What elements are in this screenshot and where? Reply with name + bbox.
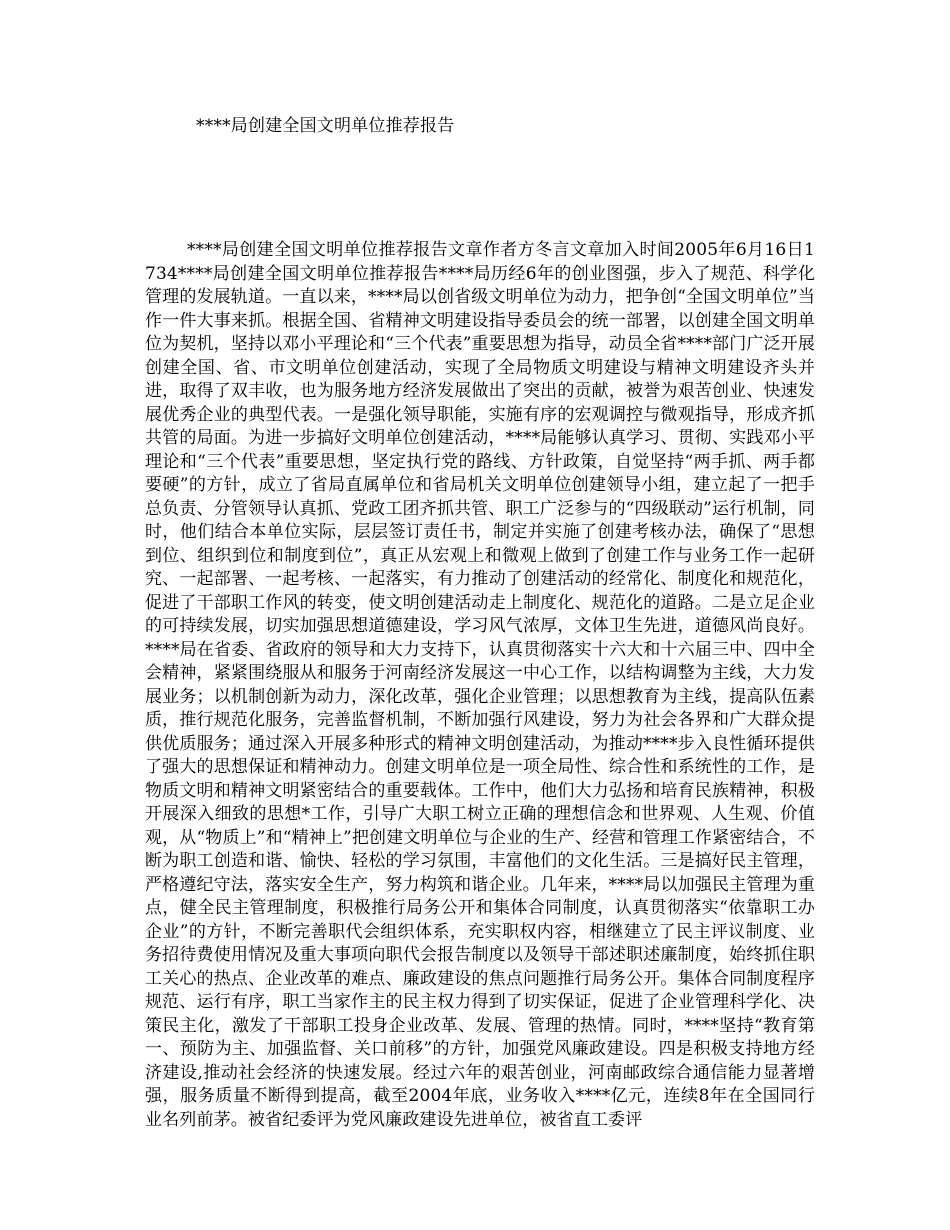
document-title: ****局创建全国文明单位推荐报告 — [196, 116, 455, 136]
document-body-paragraph: ****局创建全国文明单位推荐报告文章作者方冬言文章加入时间2005年6月16日1734****局创建全国文明单位推荐报告****局历经6年的创业图强，步入了规范、科学化管理的发展轨道。一直以来，****局以创省级文明单位为动力，把争创“全国文明单位”当作一件大事来抓。根据全国、省精神文明建设指导委员会的统一部署，以创建全国文明单位为契机，坚持以邓小平理论和“三个代表”重要思想为指导，动员全省****部门广泛开展创建全国、省、市文明单位创建活动，实现了全局物质文明建设与精神文明建设齐头并进，取得了双丰收，也为服务地方经济发展做出了突出的贡献，被誉为艰苦创业、快速发展优秀企业的典型代表。一是强化领导职能，实施有序的宏观调控与微观指导，形成齐抓共管的局面。为进一步搞好文明单位创建活动，****局能够认真学习、贯彻、实践邓小平理论和“三个代表”重要思想，坚定执行党的路线、方针政策，自觉坚持“两手抓、两手都要硬”的方针，成立了省局直属单位和省局机关文明单位创建领导小组，建立起了一把手总负责、分管领导认真抓、党政工团齐抓共管、职工广泛参与的“四级联动”运行机制，同时，他们结合本单位实际，层层签订责任书，制定并实施了创建考核办法，确保了“思想到位、组织到位和制度到位”，真正从宏观上和微观上做到了创建工作与业务工作一起研究、一起部署、一起考核、一起落实，有力推动了创建活动的经常化、制度化和规范化，促进了干部职工作风的转变，使文明创建活动走上制度化、规范化的道路。二是立足企业的可持续发展，切实加强思想道德建设，学习风气浓厚，文体卫生先进，道德风尚良好。****局在省委、省政府的领导和大力支持下，认真贯彻落实十六大和十六届三中、四中全会精神，紧紧围绕服从和服务于河南经济发展这一中心工作，以结构调整为主线，大力发展业务；以机制创新为动力，深化改革，强化企业管理；以思想教育为主线，提高队伍素质，推行规范化服务，完善监督机制，不断加强行风建设，努力为社会各界和广大群众提供优质服务；通过深入开展多种形式的精神文明创建活动，为推动****步入良性循环提供了强大的思想保证和精神动力。创建文明单位是一项全局性、综合性和系统性的工作，是物质文明和精神文明紧密结合的重要载体。工作中，他们大力弘扬和培育民族精神，积极开展深入细致的思想*工作，引导广大职工树立正确的理想信念和世界观、人生观、价值观，从“物质上”和“精神上”把创建文明单位与企业的生产、经营和管理工作紧密结合，不断为职工创造和谐、愉快、轻松的学习氛围，丰富他们的文化生活。三是搞好民主管理，严格遵纪守法，落实安全生产，努力构筑和谐企业。几年来，****局以加强民主管理为重点，健全民主管理制度，积极推行局务公开和集体合同制度，认真贯彻落实“依靠职工办企业”的方针，不断完善职代会组织体系，充实职权内容，相继建立了民主评议制度、业务招待费使用情况及重大事项向职代会报告制度以及领导干部述职述廉制度，始终抓住职工关心的热点、企业改革的难点、廉政建设的焦点问题推行局务公开。集体合同制度程序规范、运行有序，职工当家作主的民主权力得到了切实保证，促进了企业管理科学化、决策民主化，激发了干部职工投身企业改革、发展、管理的热情。同时，****坚持“教育第一、预防为主、加强监督、关口前移”的方针，加强党风廉政建设。四是积极支持地方经济建设,推动社会经济的快速发展。经过六年的艰苦创业，河南邮政综合通信能力显著增强，服务质量不断得到提高，截至2004年底，业务收入****亿元，连续8年在全国同行业名列前茅。被省纪委评为党风廉政建设先进单位，被省直工委评 — [145, 240, 815, 1130]
